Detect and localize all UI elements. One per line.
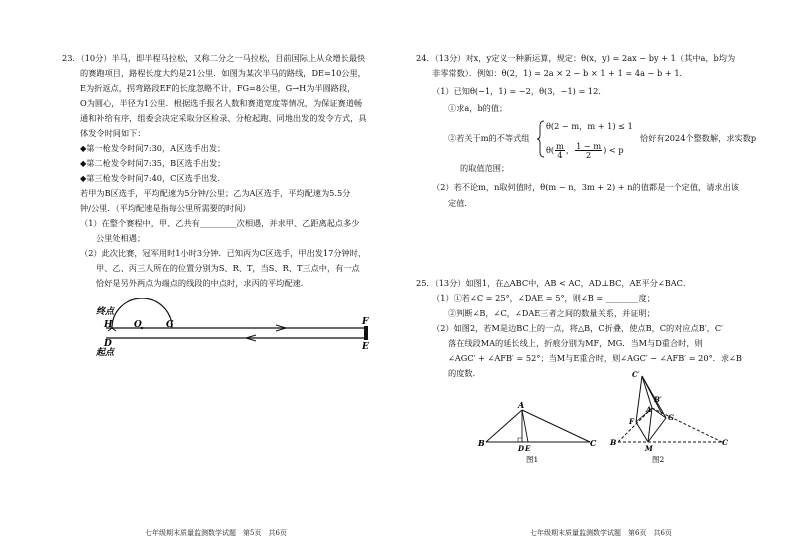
row2-theta: θ( [546,145,555,155]
q24-line-1: 24．（13分）对x，y定义一种新运算，规定：θ(x，y) = 2ax − by + 1（其中a，b均为 [416,53,736,63]
q23-sub2-line-1: （2）此次比赛，冠军用时1小时3分钟．已知丙为C区选手，甲出发17分钟时， [80,248,367,258]
q25-line-3: ②判断∠B，∠C，∠DAE三者之间的数量关系，并证明； [448,308,655,318]
q23-line-3: E为折返点，拐弯路段EF的长度忽略不计，FG=8公里，G→H为半圆路段， [80,83,356,93]
q25-line-4: （2）如图2，若M是边BC上的一点，将△B，C折叠，使点B，C的对应点B′，C′ [432,323,723,333]
q23-after-1: 若甲为B区选手，平均配速为5分钟/公里；乙为A区选手，平均配速为5.5分 [80,188,351,198]
label-o: O [134,320,142,330]
fig2-label-g: G [668,413,674,422]
fig1-label-d: D [518,444,525,453]
frac-1-minus-m-over-2 [575,142,602,159]
fig2-label-c: C [722,438,728,447]
fig2-label-b: B [610,438,617,447]
q23-after-2: 钟/公里．（平均配速是指每公里所需要的时间） [80,203,251,213]
fig2-label-m: M [645,444,653,453]
footer-left: 七年级期末质量监测数学试题 第5页 共6页 [145,529,287,537]
q23-line-5: 通和补给有序，组委会决定采取分区检录、分枪起跑、同地出发的发令方式，具 [80,113,367,123]
half-circle-path [112,298,172,328]
q25-line-1: 25．（13分）如图1，在△ABC中，AB < AC，AD⊥BC，AE平分∠BAC． [416,278,692,288]
q25-line-6: ∠AGC′ + ∠AFB′ = 52°；当M与E重合时，则∠AGC′ − ∠AFB′ = 20°．求∠B [448,353,742,363]
q23-sub1-line-1: （1）在整个赛程中，甲、乙共有_________次相遇，并求甲、乙距离起点多少 [80,218,360,228]
q23-line-6: 体发令时间如下： [80,128,146,138]
fig2-label-bp: B′ [654,395,662,404]
fig1-label-a: A [518,400,525,410]
q24-ineq-tail: 的取值范围； [460,163,510,173]
q24-line-3: （1）已知θ(−1，1) = −2，θ(3，−1) = 12． [432,86,607,96]
q24-line-2: 非零常数）．例如：θ(2，1) = 2a × 2 − b × 1 + 1 = 4a − b + 1． [432,68,688,78]
fig2-caption: 图2 [652,455,665,464]
q23-bullet-2: ◆第二枪发令时间7:35，B区选手出发； [80,158,226,168]
brace-icon [537,120,545,158]
fig1-label-c: C [590,438,597,448]
frac2-num: 1 − m [576,141,602,151]
q23-line-4: O为圆心，半径为1公里．根据选手报名人数和赛道宽度等情况，为保证赛道畅 [80,98,363,108]
fig1-label-b: B [478,438,485,448]
q23-line-2: 的赛跑项目，路程长度大约是21公里．如图为某次半马的路线，DE=10公里， [80,68,366,78]
label-e: E [362,342,369,352]
frac-m-over-4 [555,142,565,159]
q24-ineq-pre: ②若关于m的不等式组 [448,133,530,143]
q24-ineq-row-1: θ(2 − m，m + 1) ≤ 1 [546,121,633,131]
route-figure [88,298,388,356]
q25-line-5: 落在线段MA的延长线上，折痕分别为MF，MG．当M与D重合时，则 [448,338,703,348]
q24-sub2-line-2: 定值． [448,198,473,208]
frac1-num: m [556,141,564,151]
q23-sub1-line-2: 公里处相遇； [96,233,146,243]
frac2-den: 2 [586,150,592,160]
label-d: D [104,339,112,349]
label-f: F [362,317,369,327]
fig1-caption: 图1 [526,455,539,464]
triangle-figure-2 [608,370,732,466]
row2-tail: ) < p [603,145,624,155]
q24-ineq-post: 恰好有2024个整数解，求实数p [640,133,757,143]
footer-right: 七年级期末质量监测数学试题 第6页 共6页 [530,529,672,537]
label-g: G [166,320,174,330]
q24-sub2-line-1: （2）若不论m，n取何值时，θ(m − n，3m + 2) + n的值都是一个定值，请求出该 [432,182,739,192]
q23-sub2-line-2: 甲、乙、丙三人所在的位置分别为S、R、T，当S、R、T三点中，有一点 [96,263,360,273]
label-finish: 终点 [96,307,115,317]
triangle-figure-1 [476,396,600,466]
q24-line-4: ①求a，b的值； [448,103,508,113]
row2-sep: ， [565,145,575,155]
q25-line-2: （1）①若∠C = 25°，∠DAE = 5°，则∠B = ________度； [432,293,655,303]
fig1-label-e: E [525,444,531,453]
q23-bullet-3: ◆第三枪发令时间7:40，C区选手出发． [80,173,226,183]
label-start: 起点 [96,348,115,356]
q23-line-1: 23．（10分）半马，即半程马拉松，又称二分之一马拉松，目前国际上从众增长最快 [62,53,366,63]
fig2-label-f: F [629,417,634,426]
fig2-label-a: A [646,405,652,414]
frac1-den: 4 [557,150,563,160]
q25-line-7: 的度数． [448,368,481,378]
label-h: H [104,320,113,330]
finish-marker [364,326,368,340]
q23-bullet-1: ◆第一枪发令时间7:30，A区选手出发； [80,143,226,153]
q23-sub2-line-3: 恰好是另外两点为端点的线段的中点时，求丙的平均配速． [96,278,309,288]
q24-ineq-row-2 [546,142,624,159]
fig2-label-cp: C′ [632,370,640,379]
